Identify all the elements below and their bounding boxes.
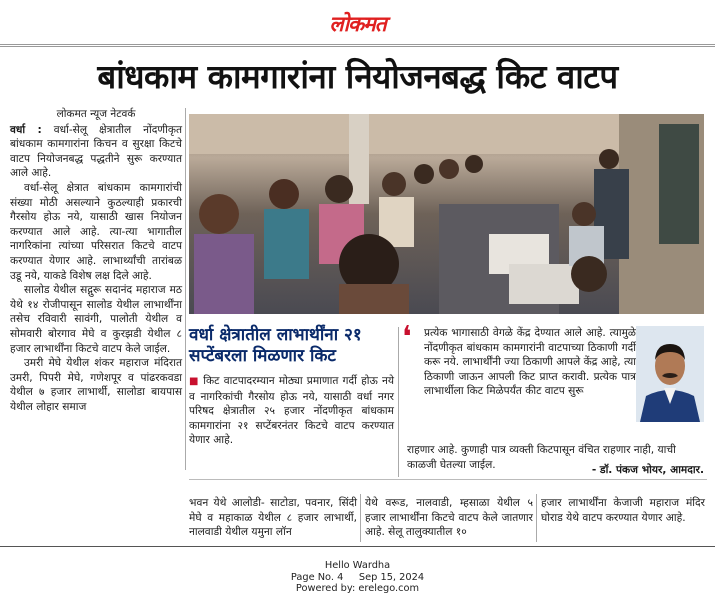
bottom-column-2 bbox=[365, 496, 533, 540]
left-column bbox=[10, 107, 182, 414]
news-photo bbox=[189, 114, 704, 314]
footer-publication: Hello Wardha bbox=[324, 560, 391, 571]
quote-divider bbox=[398, 327, 399, 477]
quote-mark-icon: ❛ bbox=[402, 320, 412, 355]
footer bbox=[0, 560, 715, 595]
square-bullet-icon: ■ bbox=[189, 376, 200, 387]
left-para-2: वर्धा-सेलू क्षेत्रात बांधकाम कामगारांची संख्या मोठी असल्याने कुठल्याही प्रकारची गैरसोय होऊ नये, यासाठी खास नियोजन करण्यात आले आहे. त्या-त्या भागातील नागरिकांना त्यांच्या परिसरात किटचे वाटप करण्यात येणार आहे. लाभार्थ्यांची तारांबळ उडू नये, याकडे विशेष लक्ष दिले आहे. bbox=[10, 181, 182, 282]
bottom-column-1 bbox=[189, 496, 357, 540]
footer-page-date: Page No. 4 Sep 15, 2024 bbox=[290, 571, 425, 583]
quote-attribution: - डॉ. पंकज भोयर, आमदार. bbox=[591, 464, 704, 476]
subheadline: वर्धा क्षेत्रातील लाभार्थींना २१ सप्टेंबरला मिळणार किट bbox=[189, 325, 362, 366]
column-divider bbox=[185, 108, 186, 470]
quote-text-2: राहणार आहे. कुणाही पात्र व्यक्ती किटपासून वंचित राहणार नाही, याची काळजी घेतल्या जाईल. bbox=[407, 444, 676, 471]
bottom-col-2-text: येथे वरूड, नालवाडी, म्हसाळा येथील ५ हजार लाभार्थींना किटचे वाटप केले जातणार आहे. सेलू तालुक्यातील १० bbox=[365, 497, 533, 539]
person-portrait-icon bbox=[636, 326, 704, 422]
newspaper-logo: लोकमत bbox=[329, 11, 386, 36]
left-para-1-text: वर्धा-सेलू क्षेत्रातील नोंदणीकृत बांधकाम कामगारांना किचन व सुरक्षा किटचे वाटप नियोजनबद्ध पद्धतीने सुरू करण्यात आले आहे. bbox=[10, 123, 182, 180]
left-para-1 bbox=[10, 123, 182, 181]
dateline-place: वर्धा : bbox=[10, 123, 42, 136]
bottom-col-1-text: भवन येथे आलोडी- साटोडा, पवनार, सिंदी मेघे व महाकाळ येथील ८ हजार लाभार्थी, नालवाडी येथील यमुना लॉन bbox=[189, 497, 357, 539]
masthead bbox=[0, 10, 715, 38]
bullet-paragraph-text: किट वाटपादरम्यान मोठ्या प्रमाणात गर्दी होऊ नये व नागरिकांची गैरसोय होऊ नये, यासाठी वर्धा नगर परिषद क्षेत्रातील २५ हजार नोंदणीकृत बांधकाम कामगारांना २१ सप्टेंबरनंतर किटचे वाटप करण्यात येणार आहे. bbox=[189, 375, 395, 447]
mla-portrait bbox=[636, 326, 704, 422]
bottom-column-3 bbox=[541, 496, 705, 525]
article-headline: बांधकाम कामगारांना नियोजनबद्ध किट वाटप bbox=[97, 57, 618, 96]
masthead-rule bbox=[0, 44, 715, 45]
left-para-3: सालोड येथील सद्गुरू सदानंद महाराज मठ येथे १४ रोजीपासून सालोड येथील लाभार्थींना तसेच रविवारी सावंगी, पालोती येथील व सोमवारी बोरगाव मेघे व कुरझडी येथील ८ हजार लाभार्थींना किटचे वाटप केले जाईल. bbox=[10, 284, 182, 355]
footer-rule bbox=[0, 546, 715, 547]
quote-text-1: प्रत्येक भागासाठी वेगळे केंद्र देण्यात आले आहे. त्यामुळे नोंदणीकृत बांधकाम कामगारांनी वाटपाच्या ठिकाणी गर्दी करू नये. लाभार्थींनी ज्या ठिकाणी आपले केंद्र आहे, त्या ठिकाणी जाऊन आपली किट प्राप्त करावी. प्रत्येक पात्र लाभार्थीला किट मिळेपर्यंत कीट वाटप सुरू bbox=[424, 327, 636, 398]
bottom-divider-1 bbox=[360, 494, 361, 542]
left-para-4: उमरी मेघे येथील शंकर महाराज मंदिरात उमरी, पिपरी मेघे, गणेशपूर व पांढरकवडा येथील ७ हजार लाभार्थी, सालोडा बायपास येथील लोहार समाज bbox=[10, 357, 182, 413]
byline: लोकमत न्यूज नेटवर्क bbox=[56, 108, 136, 120]
bottom-col-3-text: हजार लाभार्थींना केजाजी महाराज मंदिर घोराड येथे वाटप करण्यात येणार आहे. bbox=[541, 497, 705, 524]
bullet-paragraph bbox=[189, 374, 394, 448]
bottom-divider-2 bbox=[536, 494, 537, 542]
masthead-rule-2 bbox=[0, 46, 715, 47]
section-rule bbox=[189, 479, 707, 480]
footer-powered-by: Powered by: erelego.com bbox=[295, 583, 420, 594]
crowd-photo-illustration bbox=[189, 114, 704, 314]
